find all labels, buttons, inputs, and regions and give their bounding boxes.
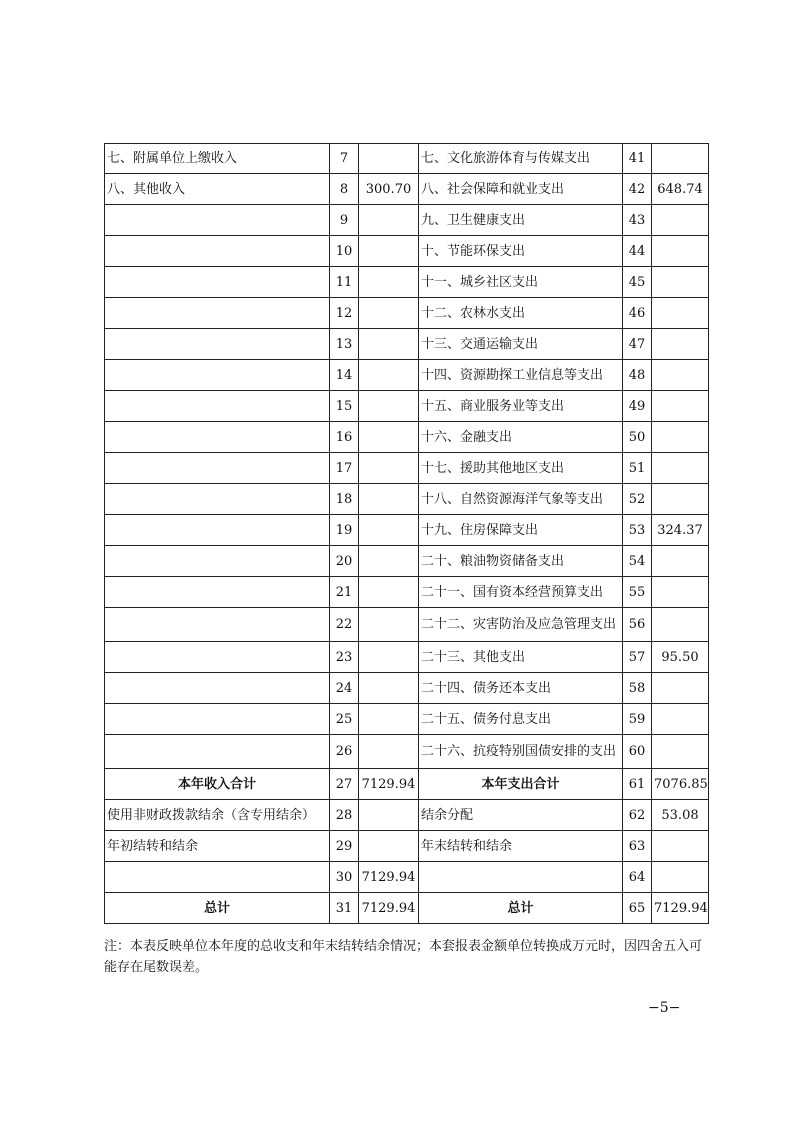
income-item-cell: 本年收入合计 [105, 769, 330, 800]
income-amount-cell: 7129.94 [359, 769, 419, 800]
expense-line-number-cell: 63 [623, 831, 652, 862]
income-item-cell [105, 735, 330, 769]
expense-item-cell: 二十二、灾害防治及应急管理支出 [419, 608, 623, 642]
expense-item-cell: 二十一、国有资本经营预算支出 [419, 577, 623, 608]
income-line-number-cell: 14 [330, 360, 359, 391]
expense-line-number-cell: 54 [623, 546, 652, 577]
income-item-cell [105, 360, 330, 391]
expense-item-cell: 二十、粮油物资储备支出 [419, 546, 623, 577]
table-row [105, 704, 709, 735]
expense-amount-cell [652, 360, 709, 391]
table-row [105, 236, 709, 267]
table-row [105, 422, 709, 453]
income-item-cell [105, 673, 330, 704]
expense-amount-cell [652, 422, 709, 453]
income-amount-cell [359, 673, 419, 704]
expense-amount-cell [652, 673, 709, 704]
expense-amount-cell [652, 329, 709, 360]
expense-item-cell: 十八、自然资源海洋气象等支出 [419, 484, 623, 515]
table-row [105, 577, 709, 608]
income-line-number-cell: 26 [330, 735, 359, 769]
income-amount-cell [359, 831, 419, 862]
table-row [105, 391, 709, 422]
expense-amount-cell [652, 205, 709, 236]
table-row [105, 673, 709, 704]
income-amount-cell [359, 577, 419, 608]
table-row [105, 893, 709, 924]
expense-line-number-cell: 61 [623, 769, 652, 800]
expense-line-number-cell: 60 [623, 735, 652, 769]
expense-item-cell: 七、文化旅游体育与传媒支出 [419, 144, 623, 174]
income-item-cell [105, 267, 330, 298]
expense-amount-cell [652, 862, 709, 893]
income-item-cell: 八、其他收入 [105, 174, 330, 205]
income-item-cell [105, 236, 330, 267]
income-line-number-cell: 28 [330, 800, 359, 831]
table-row [105, 174, 709, 205]
income-amount-cell [359, 546, 419, 577]
expense-item-cell: 本年支出合计 [419, 769, 623, 800]
income-item-cell [105, 298, 330, 329]
expense-amount-cell [652, 546, 709, 577]
expense-item-cell: 十一、城乡社区支出 [419, 267, 623, 298]
expense-amount-cell: 324.37 [652, 515, 709, 546]
table-row [105, 329, 709, 360]
table-row [105, 546, 709, 577]
income-item-cell [105, 546, 330, 577]
income-line-number-cell: 9 [330, 205, 359, 236]
expense-item-cell: 十七、援助其他地区支出 [419, 453, 623, 484]
income-line-number-cell: 16 [330, 422, 359, 453]
expense-line-number-cell: 64 [623, 862, 652, 893]
expense-line-number-cell: 59 [623, 704, 652, 735]
expense-item-cell: 年末结转和结余 [419, 831, 623, 862]
income-item-cell [105, 205, 330, 236]
expense-line-number-cell: 55 [623, 577, 652, 608]
expense-line-number-cell: 42 [623, 174, 652, 205]
expense-line-number-cell: 48 [623, 360, 652, 391]
income-item-cell [105, 484, 330, 515]
expense-item-cell: 十六、金融支出 [419, 422, 623, 453]
footnote: 注：本表反映单位本年度的总收支和年末结转结余情况；本套报表金额单位转换成万元时，因四舍五入可能存在尾数误差。 [104, 939, 703, 975]
expense-line-number-cell: 52 [623, 484, 652, 515]
income-amount-cell: 300.70 [359, 174, 419, 205]
expense-line-number-cell: 41 [623, 144, 652, 174]
income-amount-cell [359, 735, 419, 769]
income-line-number-cell: 12 [330, 298, 359, 329]
income-item-cell [105, 515, 330, 546]
income-item-cell [105, 704, 330, 735]
expense-amount-cell [652, 453, 709, 484]
table-row [105, 453, 709, 484]
income-amount-cell [359, 515, 419, 546]
expense-line-number-cell: 43 [623, 205, 652, 236]
income-line-number-cell: 18 [330, 484, 359, 515]
expense-amount-cell [652, 484, 709, 515]
table-row [105, 800, 709, 831]
expense-amount-cell [652, 831, 709, 862]
income-line-number-cell: 24 [330, 673, 359, 704]
expense-amount-cell: 7076.85 [652, 769, 709, 800]
income-amount-cell [359, 144, 419, 174]
table-row [105, 831, 709, 862]
income-line-number-cell: 17 [330, 453, 359, 484]
expense-line-number-cell: 51 [623, 453, 652, 484]
expense-amount-cell [652, 704, 709, 735]
expense-item-cell: 十九、住房保障支出 [419, 515, 623, 546]
income-line-number-cell: 29 [330, 831, 359, 862]
income-amount-cell [359, 267, 419, 298]
expense-item-cell: 二十六、抗疫特别国债安排的支出 [419, 735, 623, 769]
income-line-number-cell: 13 [330, 329, 359, 360]
income-amount-cell [359, 800, 419, 831]
income-amount-cell [359, 608, 419, 642]
income-line-number-cell: 23 [330, 642, 359, 673]
expense-item-cell: 二十五、债务付息支出 [419, 704, 623, 735]
expense-item-cell: 八、社会保障和就业支出 [419, 174, 623, 205]
expense-line-number-cell: 56 [623, 608, 652, 642]
income-amount-cell [359, 453, 419, 484]
income-line-number-cell: 11 [330, 267, 359, 298]
income-item-cell [105, 862, 330, 893]
expense-line-number-cell: 58 [623, 673, 652, 704]
income-amount-cell [359, 391, 419, 422]
income-item-cell: 七、附属单位上缴收入 [105, 144, 330, 174]
income-line-number-cell: 21 [330, 577, 359, 608]
income-item-cell: 年初结转和结余 [105, 831, 330, 862]
expense-item-cell: 结余分配 [419, 800, 623, 831]
income-amount-cell [359, 298, 419, 329]
income-expense-table [104, 143, 709, 924]
expense-line-number-cell: 62 [623, 800, 652, 831]
income-line-number-cell: 25 [330, 704, 359, 735]
expense-item-cell: 十、节能环保支出 [419, 236, 623, 267]
expense-item-cell: 十三、交通运输支出 [419, 329, 623, 360]
income-line-number-cell: 10 [330, 236, 359, 267]
income-amount-cell: 7129.94 [359, 862, 419, 893]
expense-item-cell: 十二、农林水支出 [419, 298, 623, 329]
expense-amount-cell [652, 267, 709, 298]
expense-amount-cell [652, 144, 709, 174]
table-row [105, 862, 709, 893]
table-row [105, 205, 709, 236]
expense-amount-cell: 95.50 [652, 642, 709, 673]
income-amount-cell [359, 236, 419, 267]
expense-amount-cell: 7129.94 [652, 893, 709, 924]
income-item-cell [105, 608, 330, 642]
table-row [105, 608, 709, 642]
income-amount-cell [359, 329, 419, 360]
expense-amount-cell [652, 391, 709, 422]
table-row [105, 484, 709, 515]
income-item-cell [105, 422, 330, 453]
income-item-cell [105, 453, 330, 484]
expense-line-number-cell: 47 [623, 329, 652, 360]
table-row [105, 515, 709, 546]
expense-line-number-cell: 46 [623, 298, 652, 329]
income-item-cell [105, 391, 330, 422]
income-item-cell [105, 329, 330, 360]
income-amount-cell [359, 642, 419, 673]
table-row [105, 769, 709, 800]
table-row [105, 360, 709, 391]
table-row [105, 144, 709, 174]
expense-item-cell: 九、卫生健康支出 [419, 205, 623, 236]
income-amount-cell [359, 360, 419, 391]
table-row [105, 267, 709, 298]
table-row [105, 735, 709, 769]
expense-amount-cell [652, 608, 709, 642]
expense-amount-cell: 53.08 [652, 800, 709, 831]
income-line-number-cell: 30 [330, 862, 359, 893]
income-amount-cell [359, 205, 419, 236]
expense-line-number-cell: 44 [623, 236, 652, 267]
expense-amount-cell: 648.74 [652, 174, 709, 205]
income-amount-cell [359, 484, 419, 515]
income-item-cell: 使用非财政拨款结余（含专用结余） [105, 800, 330, 831]
page-number: −5− [648, 1000, 681, 1016]
income-amount-cell: 7129.94 [359, 893, 419, 924]
income-line-number-cell: 8 [330, 174, 359, 205]
table-row [105, 642, 709, 673]
income-amount-cell [359, 422, 419, 453]
expense-item-cell: 总计 [419, 893, 623, 924]
expense-line-number-cell: 57 [623, 642, 652, 673]
income-item-cell: 总计 [105, 893, 330, 924]
income-line-number-cell: 31 [330, 893, 359, 924]
income-line-number-cell: 27 [330, 769, 359, 800]
income-item-cell [105, 577, 330, 608]
expense-line-number-cell: 53 [623, 515, 652, 546]
income-item-cell [105, 642, 330, 673]
income-line-number-cell: 19 [330, 515, 359, 546]
expense-amount-cell [652, 577, 709, 608]
expense-item-cell [419, 862, 623, 893]
expense-item-cell: 十五、商业服务业等支出 [419, 391, 623, 422]
expense-item-cell: 二十四、债务还本支出 [419, 673, 623, 704]
expense-item-cell: 十四、资源勘探工业信息等支出 [419, 360, 623, 391]
income-line-number-cell: 15 [330, 391, 359, 422]
expense-line-number-cell: 49 [623, 391, 652, 422]
expense-amount-cell [652, 735, 709, 769]
income-amount-cell [359, 704, 419, 735]
expense-amount-cell [652, 298, 709, 329]
expense-line-number-cell: 65 [623, 893, 652, 924]
expense-line-number-cell: 45 [623, 267, 652, 298]
expense-line-number-cell: 50 [623, 422, 652, 453]
expense-amount-cell [652, 236, 709, 267]
table-body [105, 144, 709, 924]
income-line-number-cell: 22 [330, 608, 359, 642]
table-row [105, 298, 709, 329]
income-line-number-cell: 7 [330, 144, 359, 174]
expense-item-cell: 二十三、其他支出 [419, 642, 623, 673]
income-line-number-cell: 20 [330, 546, 359, 577]
